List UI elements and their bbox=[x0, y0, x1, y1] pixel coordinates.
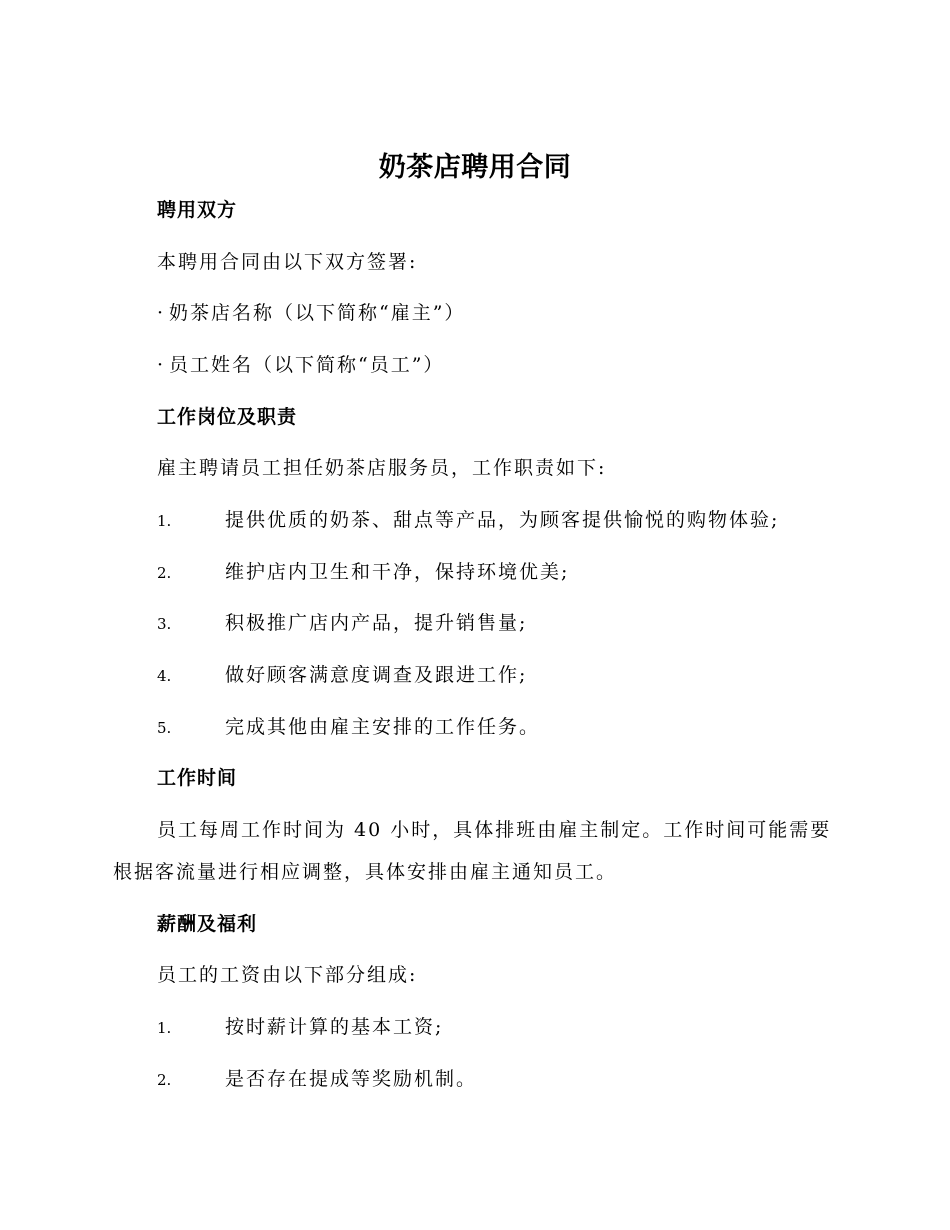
pay-intro: 员工的工资由以下部分组成: bbox=[157, 964, 418, 986]
duties-intro: 雇主聘请员工担任奶茶店服务员，工作职责如下: bbox=[157, 457, 607, 479]
hours-paragraph-line-1: 员工每周工作时间为 40 小时，具体排班由雇主制定。工作时间可能需要 bbox=[157, 819, 832, 841]
list-number: 1. bbox=[157, 512, 172, 530]
parties-intro: 本聘用合同由以下双方签署: bbox=[157, 251, 418, 273]
bullet-mark: · bbox=[157, 354, 166, 376]
list-item bbox=[157, 610, 527, 637]
parties-item-employee bbox=[157, 352, 444, 378]
section-heading-parties: 聘用双方 bbox=[157, 199, 238, 221]
section-heading-hours: 工作时间 bbox=[157, 767, 238, 789]
list-item bbox=[157, 1066, 477, 1093]
section-heading-duties: 工作岗位及职责 bbox=[157, 406, 298, 428]
list-text: 维护店内卫生和干净，保持环境优美; bbox=[225, 561, 570, 583]
list-number: 2. bbox=[157, 1071, 172, 1089]
list-item bbox=[157, 559, 569, 586]
list-number: 5. bbox=[157, 719, 172, 737]
parties-item-employer bbox=[157, 300, 465, 326]
list-text: 积极推广店内产品，提升销售量; bbox=[225, 612, 528, 634]
list-number: 3. bbox=[157, 615, 172, 633]
list-text: 提供优质的奶茶、甜点等产品，为顾客提供愉悦的购物体验; bbox=[225, 509, 780, 531]
list-item bbox=[157, 1014, 443, 1041]
list-item bbox=[157, 507, 779, 534]
list-item bbox=[157, 714, 540, 741]
document-title: 奶茶店聘用合同 bbox=[378, 152, 572, 183]
parties-item-text: 员工姓名（以下简称“员工”） bbox=[169, 354, 445, 376]
list-number: 2. bbox=[157, 564, 172, 582]
list-text: 做好顾客满意度调查及跟进工作; bbox=[225, 664, 528, 686]
hours-paragraph-line-2: 根据客流量进行相应调整，具体安排由雇主通知员工。 bbox=[113, 861, 618, 883]
list-text: 按时薪计算的基本工资; bbox=[225, 1016, 444, 1038]
list-number: 1. bbox=[157, 1019, 172, 1037]
section-heading-pay: 薪酬及福利 bbox=[157, 913, 258, 935]
list-text: 完成其他由雇主安排的工作任务。 bbox=[225, 716, 541, 738]
parties-item-text: 奶茶店名称（以下简称“雇主”） bbox=[169, 302, 466, 324]
list-text: 是否存在提成等奖励机制。 bbox=[225, 1068, 478, 1090]
bullet-mark: · bbox=[157, 302, 166, 324]
list-item bbox=[157, 662, 527, 689]
list-number: 4. bbox=[157, 667, 172, 685]
